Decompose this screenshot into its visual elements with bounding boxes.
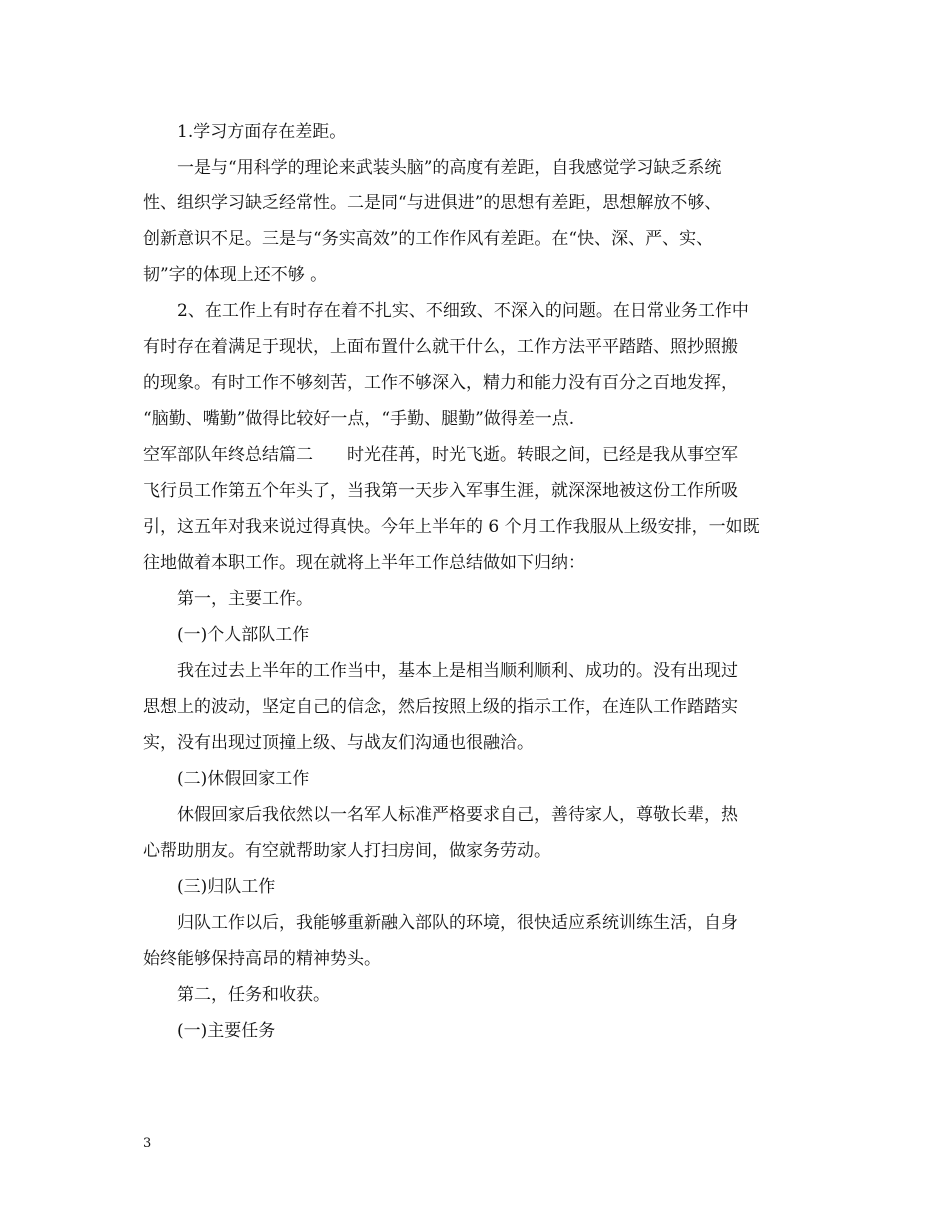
paragraph-line-24: 始终能够保持高昂的精神势头。	[143, 949, 381, 969]
paragraph-line-2: 一是与“用科学的理论来武装头脑”的高度有差距，自我感觉学习缺乏系统	[177, 158, 722, 178]
subheading-line-4: (一)主要任务	[177, 1021, 276, 1041]
paragraph-line-16: 我在过去上半年的工作当中，基本上是相当顺利顺利、成功的。没有出现过	[177, 661, 738, 681]
paragraph-line-25: 第二，任务和收获。	[177, 985, 330, 1005]
paragraph-line-18: 实，没有出现过顶撞上级、与战友们沟通也很融洽。	[143, 733, 534, 753]
section-heading-line: 空军部队年终总结篇二 时光荏苒，时光飞逝。转眼之间，已经是我从事空军	[143, 445, 738, 465]
paragraph-line-9: “脑勤、嘴勤”做得比较好一点，“手勤、腿勤”做得差一点.	[143, 409, 575, 429]
paragraph-line-14: 第一，主要工作。	[177, 589, 313, 609]
paragraph-line-20: 休假回家后我依然以一名军人标准严格要求自己，善待家人，尊敬长辈，热	[177, 805, 738, 825]
paragraph-line-3: 性、组织学习缺乏经常性。二是同“与进俱进”的思想有差距，思想解放不够、	[143, 193, 722, 213]
paragraph-line-11: 飞行员工作第五个年头了，当我第一天步入军事生涯，就深深地被这份工作所吸	[143, 481, 738, 501]
paragraph-line-17: 思想上的波动，坚定自己的信念，然后按照上级的指示工作，在连队工作踏踏实	[143, 697, 738, 717]
subheading-line-2: (二)休假回家工作	[177, 769, 310, 789]
paragraph-line-1: 1.学习方面存在差距。	[177, 122, 347, 142]
paragraph-line-4: 创新意识不足。三是与“务实高效”的工作作风有差距。在“快、深、严、实、	[143, 229, 714, 249]
subheading-line-3: (三)归队工作	[177, 877, 276, 897]
paragraph-line-21: 心帮助朋友。有空就帮助家人打扫房间，做家务劳动。	[143, 841, 551, 861]
paragraph-line-6: 2、在工作上有时存在着不扎实、不细致、不深入的问题。在日常业务工作中	[177, 301, 749, 321]
paragraph-line-23: 归队工作以后，我能够重新融入部队的环境，很快适应系统训练生活，自身	[177, 913, 738, 933]
paragraph-line-8: 的现象。有时工作不够刻苦，工作不够深入，精力和能力没有百分之百地发挥，	[143, 373, 738, 393]
subheading-line-1: (一)个人部队工作	[177, 625, 310, 645]
page-number: 3	[143, 1136, 152, 1151]
paragraph-line-13: 往地做着本职工作。现在就将上半年工作总结做如下归纳：	[143, 553, 585, 573]
paragraph-line-5: 韧”字的体现上还不够 。	[143, 265, 328, 285]
paragraph-line-12: 引，这五年对我来说过得真快。今年上半年的 6 个月工作我服从上级安排，一如既	[143, 517, 760, 537]
paragraph-line-7: 有时存在着满足于现状，上面布置什么就干什么，工作方法平平踏踏、照抄照搬	[143, 337, 738, 357]
